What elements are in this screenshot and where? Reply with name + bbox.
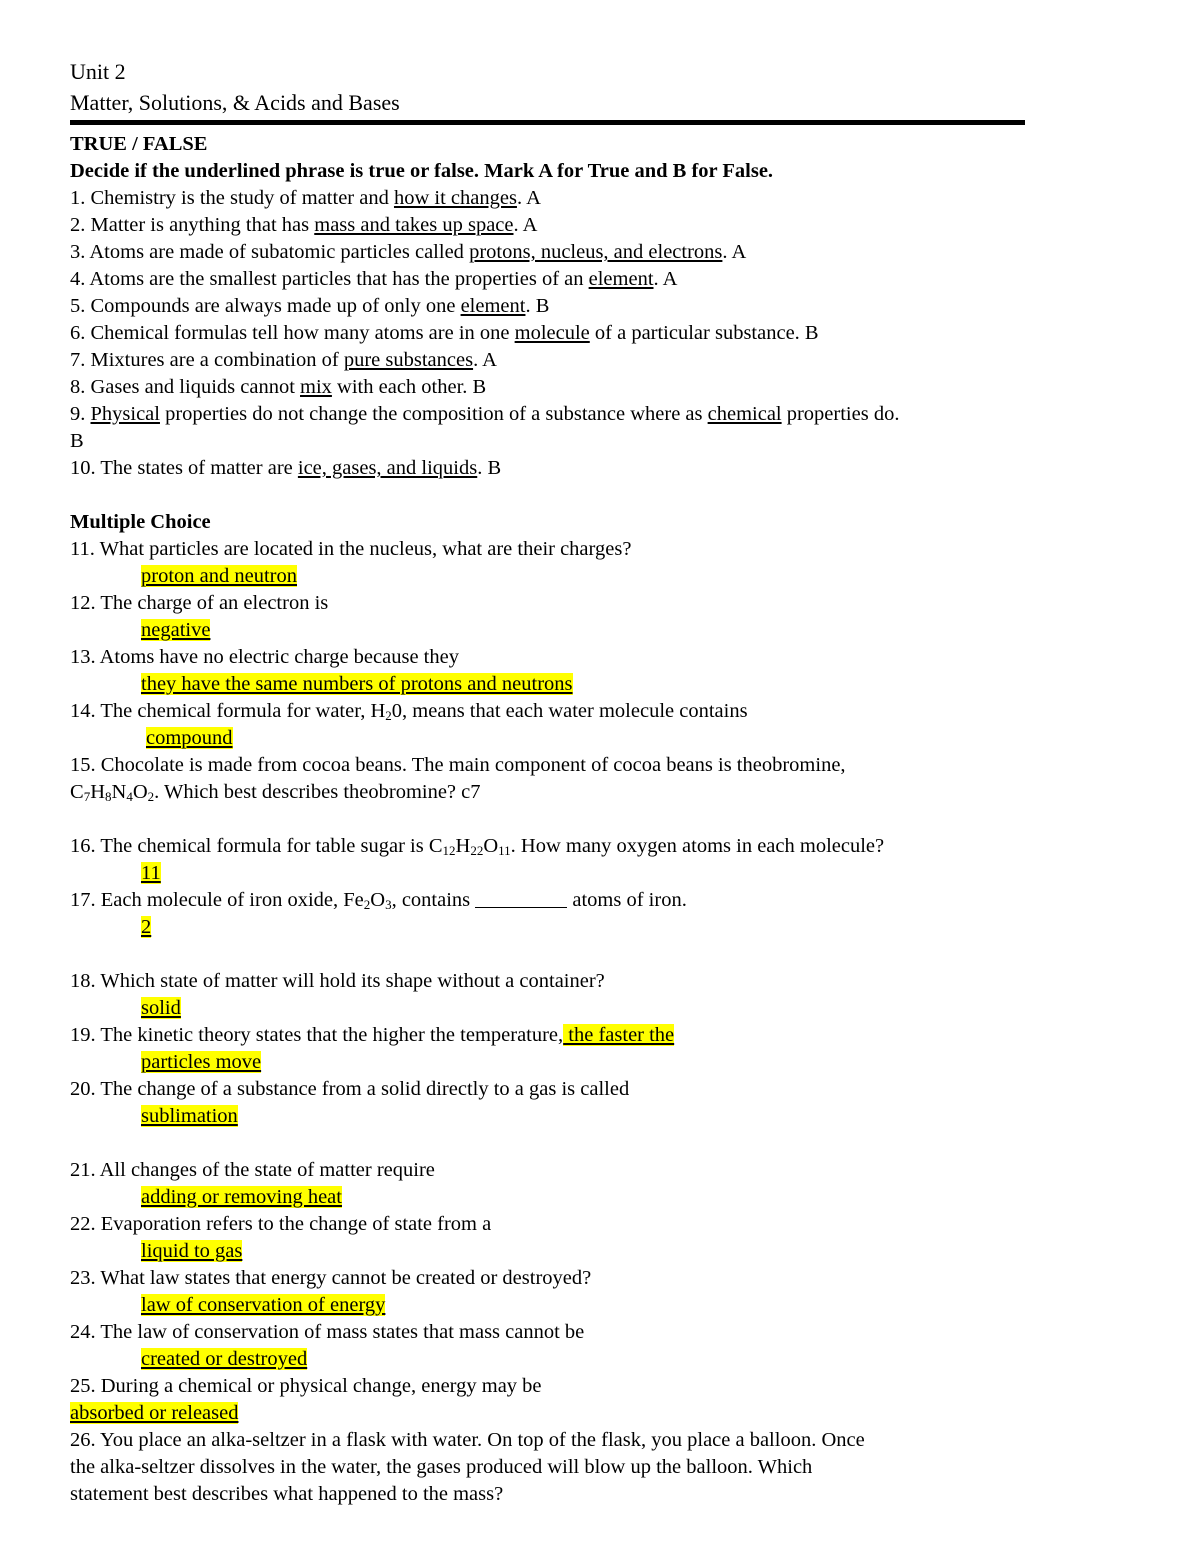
mc-answer-11: proton and neutron xyxy=(141,565,297,587)
mc-question-23: 23. What law states that energy cannot be created or destroyed? xyxy=(70,1267,592,1289)
true-false-instructions: Decide if the underlined phrase is true or false. Mark A for True and B for False. xyxy=(70,160,774,182)
mc-question-18: 18. Which state of matter will hold its shape without a container? xyxy=(70,970,605,992)
worksheet-page xyxy=(70,56,1030,1508)
mc-question-16: 16. The chemical formula for table sugar is $C_{12}H_{22}O_{11}$. How many oxygen atoms in each molecule? xyxy=(70,835,885,858)
mc-question-21: 21. All changes of the state of matter require xyxy=(70,1159,435,1181)
mc-answer-17: 2 xyxy=(141,916,152,938)
mc-question-11: 11. What particles are located in the nucleus, what are their charges? xyxy=(70,538,632,560)
mc-question-12: 12. The charge of an electron is xyxy=(70,592,329,614)
mc-question-15: 15. Chocolate is made from cocoa beans. The main component of cocoa beans is theobromine, xyxy=(70,754,846,776)
tf-item-3: 3. Atoms are made of subatomic particles called protons, nucleus, and electrons. A xyxy=(70,241,747,263)
mc-answer-25: absorbed or released xyxy=(70,1402,239,1424)
mc-answer-16: 11 xyxy=(141,862,161,884)
fill-in-blank xyxy=(475,889,567,908)
tf-item-9: 9. Physical properties do not change the composition of a substance where as chemical properties do. xyxy=(70,403,900,425)
tf-item-5: 5. Compounds are always made up of only one element. B xyxy=(70,295,550,317)
mc-answer-18: solid xyxy=(141,997,181,1019)
tf-item-1: 1. Chemistry is the study of matter and how it changes. A xyxy=(70,187,541,209)
mc-answer-24: created or destroyed xyxy=(141,1348,308,1370)
mc-answer-20: sublimation xyxy=(141,1105,238,1127)
multiple-choice-heading: Multiple Choice xyxy=(70,511,211,533)
mc-question-14: 14. The chemical formula for water, $H_20$, means that each water molecule contains xyxy=(70,700,748,723)
mc-answer-14: compound xyxy=(146,727,233,749)
tf-item-7: 7. Mixtures are a combination of pure substances. A xyxy=(70,349,497,371)
mc-answer-22: liquid to gas xyxy=(141,1240,243,1262)
title-divider xyxy=(70,120,1025,125)
mc-answer-12: negative xyxy=(141,619,211,641)
tf-item-4: 4. Atoms are the smallest particles that has the properties of an element. A xyxy=(70,268,678,290)
page-title: Matter, Solutions, & Acids and Bases xyxy=(70,90,400,115)
tf-item-8: 8. Gases and liquids cannot mix with each other. B xyxy=(70,376,487,398)
mc-question-17: 17. Each molecule of iron oxide, $Fe_2O_3$, contains atoms of iron. xyxy=(70,889,687,912)
mc-question-19: 19. The kinetic theory states that the higher the temperature, the faster the xyxy=(70,1024,675,1046)
mc-question-26-line2: the alka-seltzer dissolves in the water, the gases produced will blow up the balloon. Which xyxy=(70,1456,813,1478)
mc-question-26-line3: statement best describes what happened to the mass? xyxy=(70,1483,504,1505)
mc-answer-23: law of conservation of energy xyxy=(141,1294,386,1316)
mc-question-25: 25. During a chemical or physical change, energy may be xyxy=(70,1375,542,1397)
mc-answer-19: particles move xyxy=(141,1051,262,1073)
mc-question-15-formula: $C_7H_8N_4O_2$. Which best describes theobromine? c7 xyxy=(70,781,481,804)
mc-question-26-line1: 26. You place an alka-seltzer in a flask with water. On top of the flask, you place a balloon. Once xyxy=(70,1429,865,1451)
unit-label: Unit 2 xyxy=(70,59,126,84)
mc-answer-13: they have the same numbers of protons and neutrons xyxy=(141,673,573,695)
true-false-heading: TRUE / FALSE xyxy=(70,133,208,155)
mc-question-20: 20. The change of a substance from a solid directly to a gas is called xyxy=(70,1078,630,1100)
mc-question-22: 22. Evaporation refers to the change of state from a xyxy=(70,1213,492,1235)
tf-item-9-answer: B xyxy=(70,430,84,452)
mc-question-13: 13. Atoms have no electric charge because they xyxy=(70,646,459,668)
mc-answer-21: adding or removing heat xyxy=(141,1186,342,1208)
mc-question-24: 24. The law of conservation of mass states that mass cannot be xyxy=(70,1321,585,1343)
tf-item-2: 2. Matter is anything that has mass and takes up space. A xyxy=(70,214,538,236)
tf-item-10: 10. The states of matter are ice, gases, and liquids. B xyxy=(70,457,502,479)
tf-item-6: 6. Chemical formulas tell how many atoms are in one molecule of a particular substance. B xyxy=(70,322,819,344)
